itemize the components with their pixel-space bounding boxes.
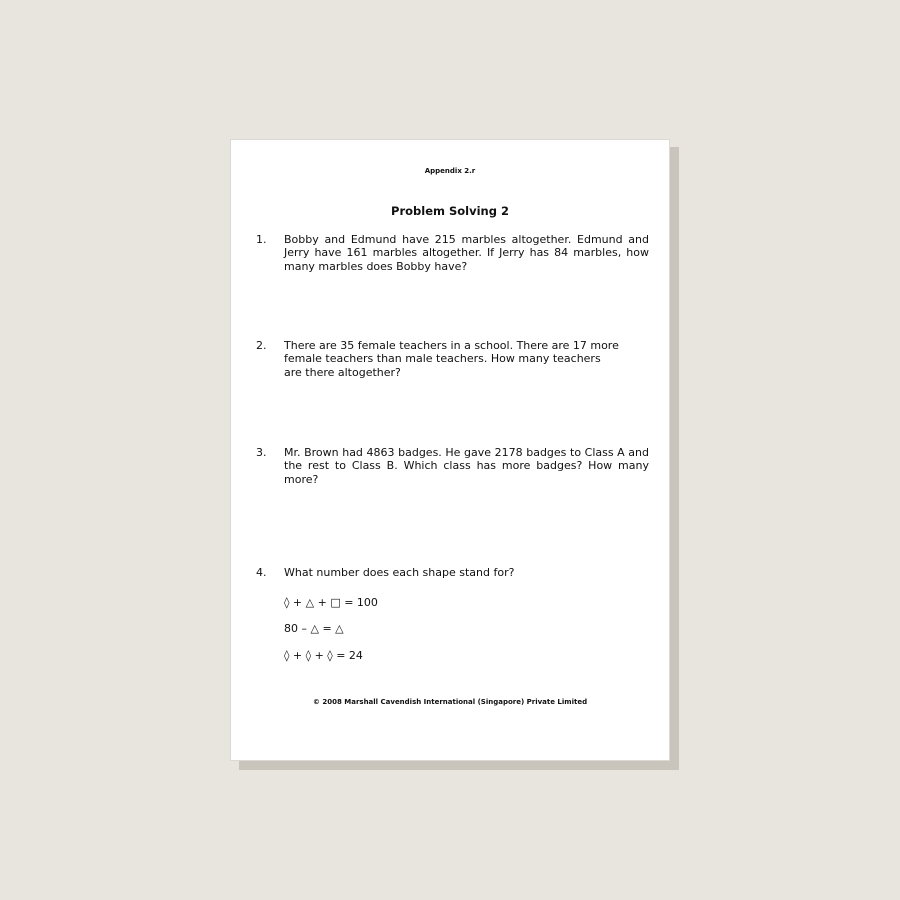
appendix-label: Appendix 2.r bbox=[424, 167, 476, 175]
question-number: 4. bbox=[256, 566, 267, 579]
shape-equation-1: ◊ + △ + □ = 100 bbox=[284, 596, 378, 609]
question-text: Bobby and Edmund have 215 marbles altogether. Edmund and Jerry have 161 marbles altogether. If Jerry has 84 marbles, how many marbles does Bobby have? bbox=[284, 233, 649, 273]
copyright-footer: © 2008 Marshall Cavendish International (Singapore) Private Limited bbox=[312, 698, 588, 706]
worksheet-page bbox=[230, 139, 670, 761]
question-number: 3. bbox=[256, 446, 267, 459]
page-title: Problem Solving 2 bbox=[391, 204, 509, 218]
question-text: What number does each shape stand for? bbox=[284, 566, 515, 579]
question-number: 2. bbox=[256, 339, 267, 352]
shape-equation-3: ◊ + ◊ + ◊ = 24 bbox=[284, 649, 363, 662]
shape-equation-2: 80 – △ = △ bbox=[284, 622, 344, 635]
question-text: There are 35 female teachers in a school. There are 17 more female teachers than male teachers. How many teachers are there altogether? bbox=[284, 339, 619, 379]
question-text: Mr. Brown had 4863 badges. He gave 2178 badges to Class A and the rest to Class B. Which class has more badges? How many more? bbox=[284, 446, 649, 486]
question-number: 1. bbox=[256, 233, 267, 246]
